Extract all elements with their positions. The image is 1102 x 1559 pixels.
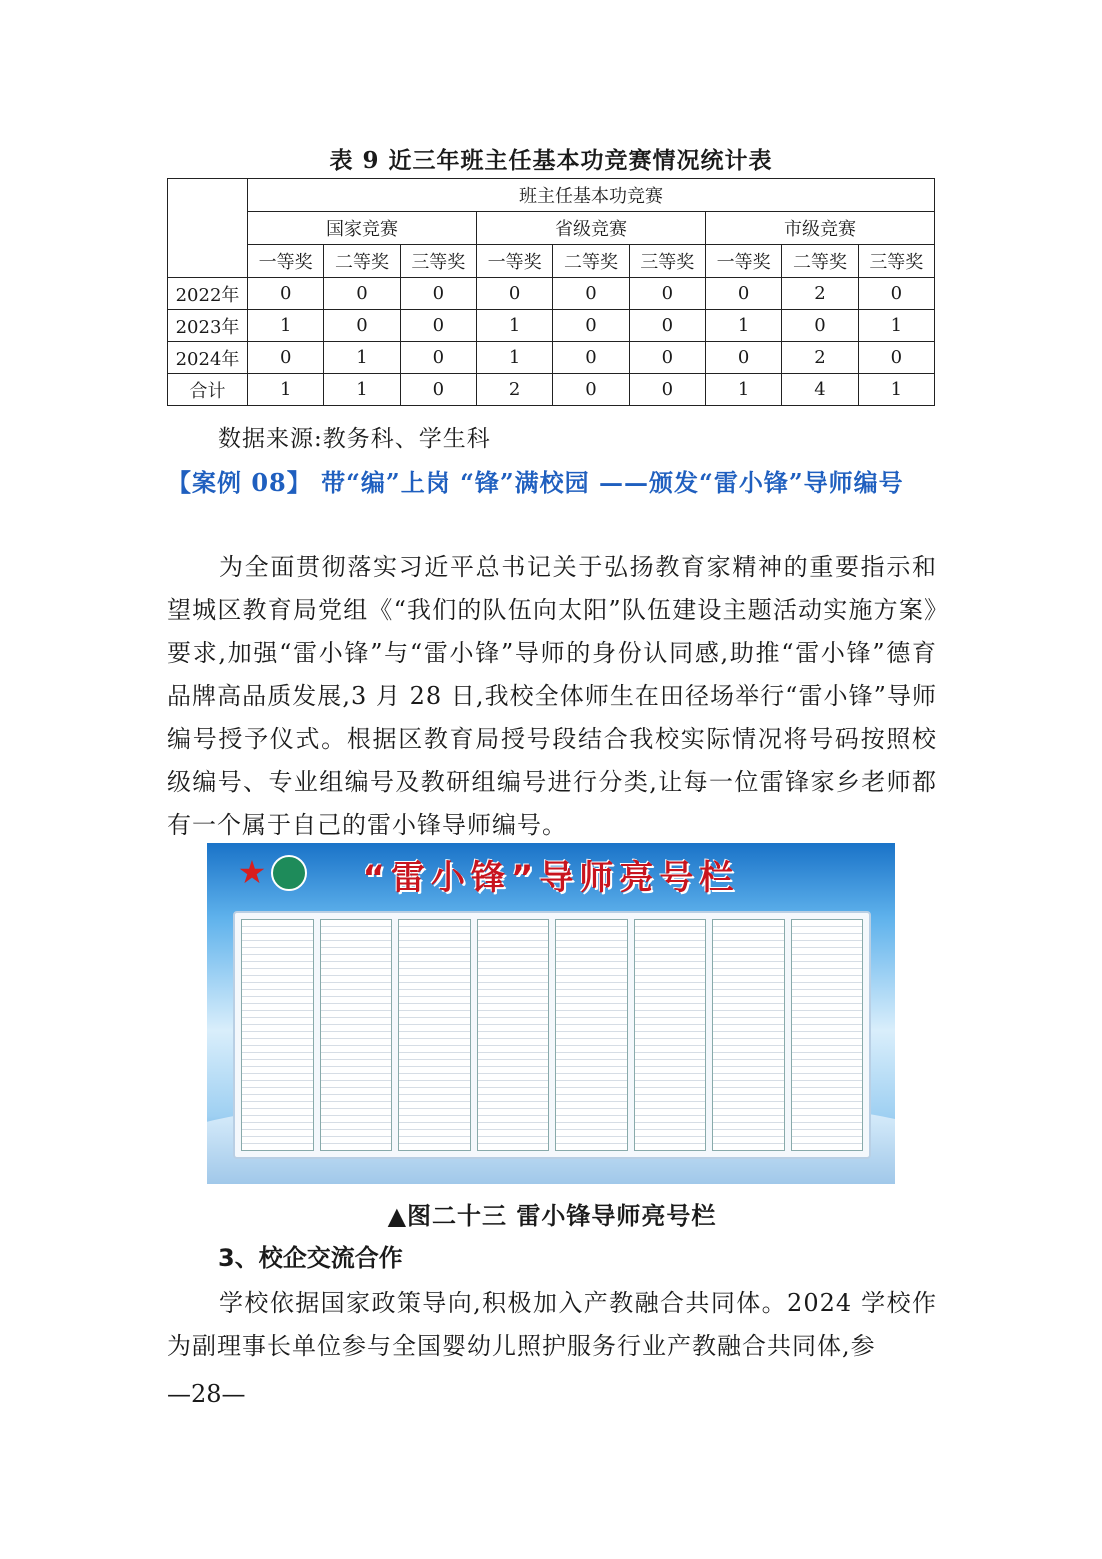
table-cell: 1 [476,342,552,374]
table-cell: 4 [782,374,858,406]
table-cell: 0 [248,278,324,310]
table-row [168,310,935,342]
page-number: —28— [167,1380,246,1408]
table-cell: 0 [858,342,934,374]
board-column [320,919,393,1151]
table-cell: 0 [553,278,629,310]
case-title: 【案例 08】 带“编”上岗 “锋”满校园 ——颁发“雷小锋”导师编号 [167,468,904,497]
board-column [398,919,471,1151]
table-cell: 0 [629,310,705,342]
data-source-note: 数据来源:教务科、学生科 [218,426,491,452]
table-cell: 0 [782,310,858,342]
table-cell: 1 [705,374,781,406]
table-caption: 表 9 近三年班主任基本功竞赛情况统计表 [329,147,773,174]
table-cell: 0 [248,342,324,374]
table-cell: 0 [629,278,705,310]
table-cell: 1 [324,342,400,374]
row-label: 2023年 [168,310,248,342]
table-cell: 0 [629,342,705,374]
award-header: 一等奖 [248,245,324,278]
table-cell: 0 [400,342,476,374]
table-cell: 0 [629,374,705,406]
table-row [168,278,935,310]
table-cell: 1 [705,310,781,342]
row-label: 2022年 [168,278,248,310]
table-cell: 2 [476,374,552,406]
board-column [241,919,314,1151]
section-heading: 3、校企交流合作 [218,1244,403,1272]
mentor-number-board-photo [207,843,895,1184]
table-cell: 1 [858,374,934,406]
board-column [791,919,864,1151]
award-header: 一等奖 [476,245,552,278]
board-column [477,919,550,1151]
level-header-city: 市级竞赛 [705,212,934,245]
table-cell: 1 [248,374,324,406]
award-header: 一等奖 [705,245,781,278]
award-header: 二等奖 [782,245,858,278]
table-cell: 0 [400,374,476,406]
table-cell: 0 [400,310,476,342]
board-column [634,919,707,1151]
table-cell: 0 [400,278,476,310]
top-header: 班主任基本功竞赛 [248,179,935,212]
closing-paragraph: 学校依据国家政策导向,积极加入产教融合共同体。2024 学校作为副理事长单位参与全国婴幼儿照护服务行业产教融合共同体,参 [167,1289,937,1360]
table-cell: 2 [782,342,858,374]
table-cell: 1 [858,310,934,342]
table-cell: 0 [705,342,781,374]
photo-caption: ▲图二十三 雷小锋导师亮号栏 [387,1201,717,1230]
award-header: 三等奖 [629,245,705,278]
board-banner: “雷小锋”导师亮号栏 [362,857,740,898]
level-header-provincial: 省级竞赛 [476,212,705,245]
table-cell: 0 [553,342,629,374]
table-cell: 0 [858,278,934,310]
table-row [168,342,935,374]
award-header: 三等奖 [400,245,476,278]
award-header: 三等奖 [858,245,934,278]
table-cell: 0 [553,310,629,342]
table-cell: 0 [324,278,400,310]
star-logo-icon: ★ [237,853,267,891]
table-cell: 0 [324,310,400,342]
number-board [233,911,871,1159]
board-column [555,919,628,1151]
table-cell: 1 [476,310,552,342]
award-header: 二等奖 [324,245,400,278]
row-label: 合计 [168,374,248,406]
award-header: 二等奖 [553,245,629,278]
row-label: 2024年 [168,342,248,374]
body-paragraph: 为全面贯彻落实习近平总书记关于弘扬教育家精神的重要指示和望城区教育局党组《“我们的队伍向太阳”队伍建设主题活动实施方案》要求,加强“雷小锋”与“雷小锋”导师的身份认同感,助推“雷小锋”德育品牌高品质发展,3 月 28 日,我校全体师生在田径场举行“雷小锋”导师编号授予仪式。根据区教育局授号段结合我校实际情况将号码按照校级编号、专业组编号及教研组编号进行分类,让每一位雷锋家乡老师都有一个属于自己的雷小锋导师编号。 [167,553,937,839]
table-cell: 0 [705,278,781,310]
table-cell: 0 [476,278,552,310]
table-cell: 2 [782,278,858,310]
board-column [712,919,785,1151]
corner-cell [168,179,248,278]
table-cell: 0 [553,374,629,406]
table-row-total [168,374,935,406]
competition-stats-table [167,178,935,406]
table-cell: 1 [324,374,400,406]
table-cell: 1 [248,310,324,342]
level-header-national: 国家竞赛 [248,212,477,245]
